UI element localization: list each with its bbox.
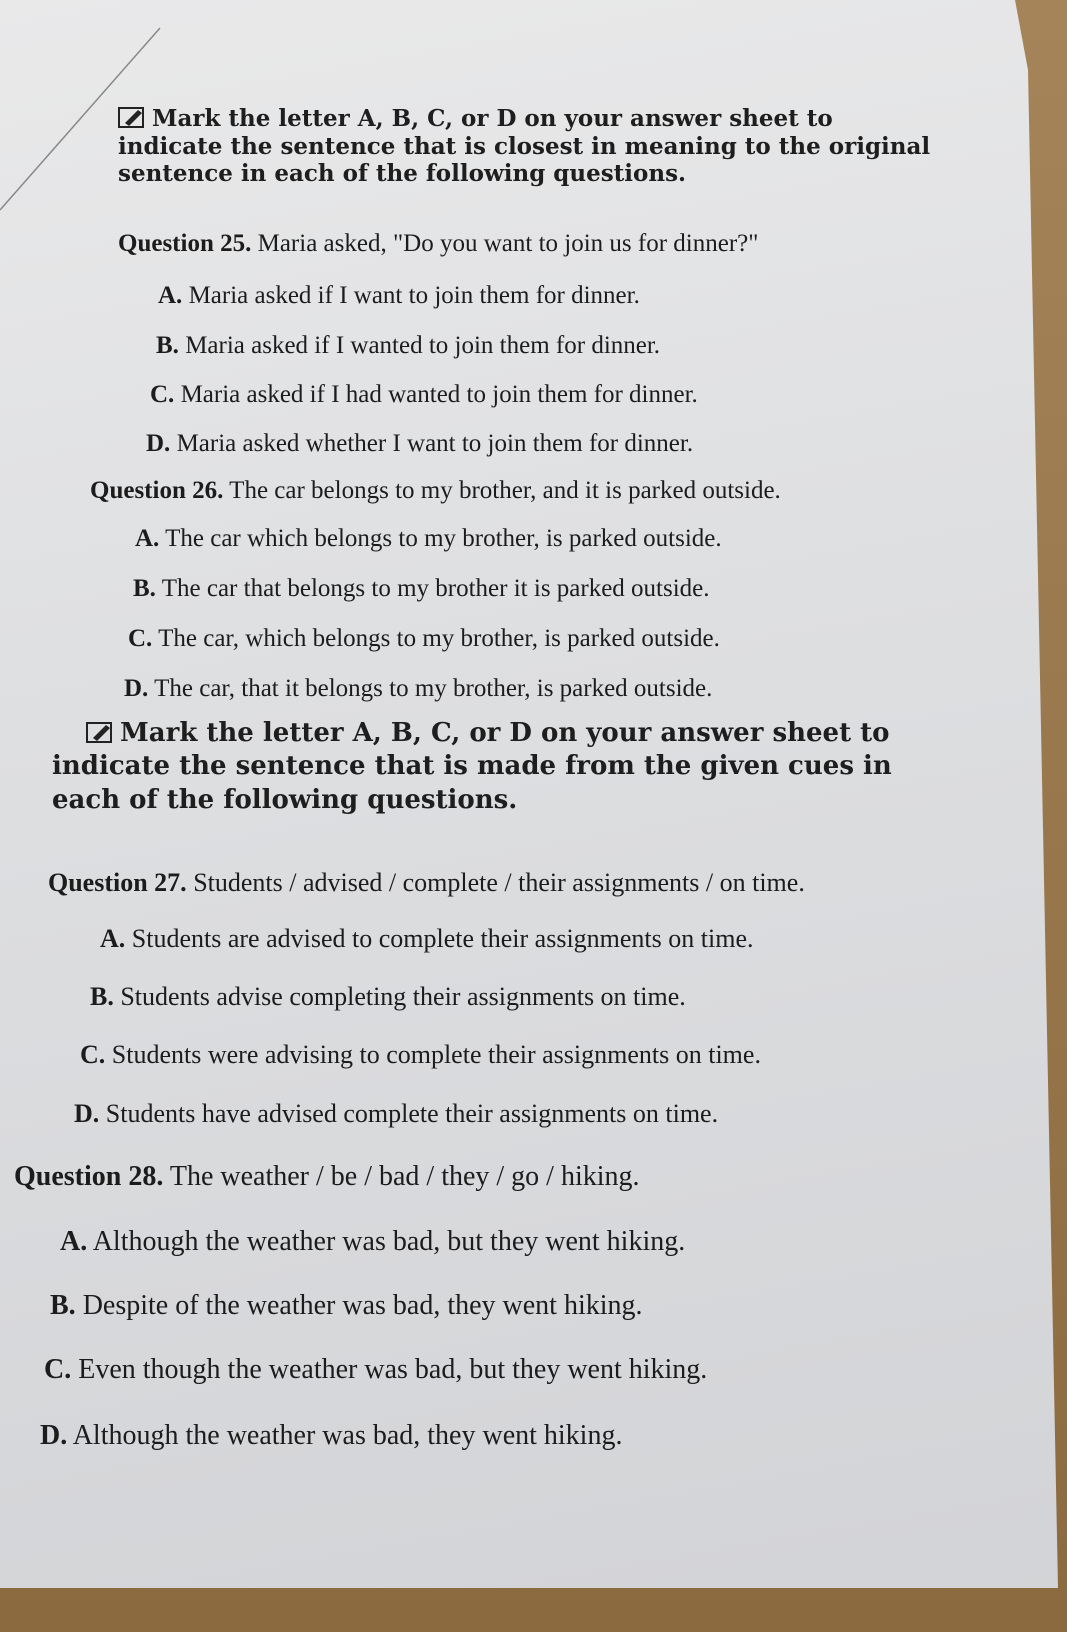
option-letter: A. xyxy=(60,1226,88,1257)
option-q25-b xyxy=(156,332,660,360)
option-q28-c xyxy=(44,1354,707,1386)
option-letter: B. xyxy=(133,575,156,602)
option-letter: B. xyxy=(90,982,114,1011)
option-letter: D. xyxy=(146,430,171,457)
option-text: Students have advised complete their assignments on time. xyxy=(105,1099,719,1128)
option-q28-d xyxy=(40,1420,622,1452)
pencil-icon xyxy=(118,107,146,129)
option-text: Students are advised to complete their assignments on time. xyxy=(131,924,754,953)
option-letter: D. xyxy=(40,1420,68,1451)
option-text: Although the weather was bad, they went hiking. xyxy=(72,1420,623,1451)
question-27 xyxy=(48,868,805,898)
option-letter: D. xyxy=(74,1099,100,1128)
instruction-text: Mark the letter A, B, C, or D on your answer sheet to indicate the sentence that is made from the given cues in each of the following questions. xyxy=(52,718,892,815)
option-q25-a xyxy=(158,282,640,310)
option-letter: D. xyxy=(124,675,149,702)
option-text: Despite of the weather was bad, they went hiking. xyxy=(82,1290,643,1321)
option-q26-c xyxy=(128,625,720,653)
option-q26-d xyxy=(124,675,712,703)
instruction-text: Mark the letter A, B, C, or D on your answer sheet to indicate the sentence that is closest in meaning to the original sentence in each of the following questions. xyxy=(118,105,931,188)
option-text: Maria asked whether I want to join them for dinner. xyxy=(176,430,694,457)
option-letter: A. xyxy=(158,282,183,309)
option-text: The car, which belongs to my brother, is parked outside. xyxy=(158,625,720,652)
option-q25-d xyxy=(146,430,693,458)
option-letter: C. xyxy=(150,381,175,408)
question-prompt: The car belongs to my brother, and it is parked outside. xyxy=(229,477,781,504)
option-q27-d xyxy=(74,1099,718,1129)
option-q26-b xyxy=(133,575,710,603)
question-26 xyxy=(90,477,781,505)
option-q27-a xyxy=(100,924,753,954)
section-1-instruction xyxy=(118,105,938,188)
option-letter: C. xyxy=(44,1354,72,1385)
option-q28-b xyxy=(50,1290,643,1322)
option-text: Even though the weather was bad, but they went hiking. xyxy=(78,1354,708,1385)
option-text: Although the weather was bad, but they went hiking. xyxy=(92,1226,686,1257)
question-prompt: The weather / be / bad / they / go / hiking. xyxy=(169,1161,640,1192)
section-2-instruction xyxy=(52,717,952,817)
question-prompt: Maria asked, "Do you want to join us for dinner?" xyxy=(257,230,759,257)
option-text: The car which belongs to my brother, is parked outside. xyxy=(165,525,722,552)
option-text: The car that belongs to my brother it is parked outside. xyxy=(161,575,710,602)
pencil-icon xyxy=(86,720,114,742)
option-letter: A. xyxy=(100,924,126,953)
question-number: Question 28. xyxy=(14,1161,164,1192)
option-q27-c xyxy=(80,1040,761,1070)
option-letter: C. xyxy=(80,1040,106,1069)
question-number: Question 26. xyxy=(90,477,224,504)
question-prompt: Students / advised / complete / their assignments / on time. xyxy=(193,868,805,897)
option-text: The car, that it belongs to my brother, is parked outside. xyxy=(154,675,713,702)
option-q28-a xyxy=(60,1226,685,1258)
option-letter: B. xyxy=(156,332,179,359)
question-number: Question 25. xyxy=(118,230,252,257)
option-text: Students were advising to complete their assignments on time. xyxy=(111,1040,761,1069)
option-q25-c xyxy=(150,381,698,409)
option-letter: B. xyxy=(50,1290,76,1321)
option-text: Maria asked if I wanted to join them for dinner. xyxy=(185,332,661,359)
question-28 xyxy=(14,1161,640,1193)
option-text: Maria asked if I want to join them for dinner. xyxy=(188,282,640,309)
option-q26-a xyxy=(135,525,722,553)
option-text: Maria asked if I had wanted to join them for dinner. xyxy=(180,381,698,408)
question-25 xyxy=(118,230,758,258)
option-q27-b xyxy=(90,982,686,1012)
question-number: Question 27. xyxy=(48,868,187,897)
option-letter: A. xyxy=(135,525,160,552)
option-letter: C. xyxy=(128,625,153,652)
option-text: Students advise completing their assignments on time. xyxy=(120,982,686,1011)
